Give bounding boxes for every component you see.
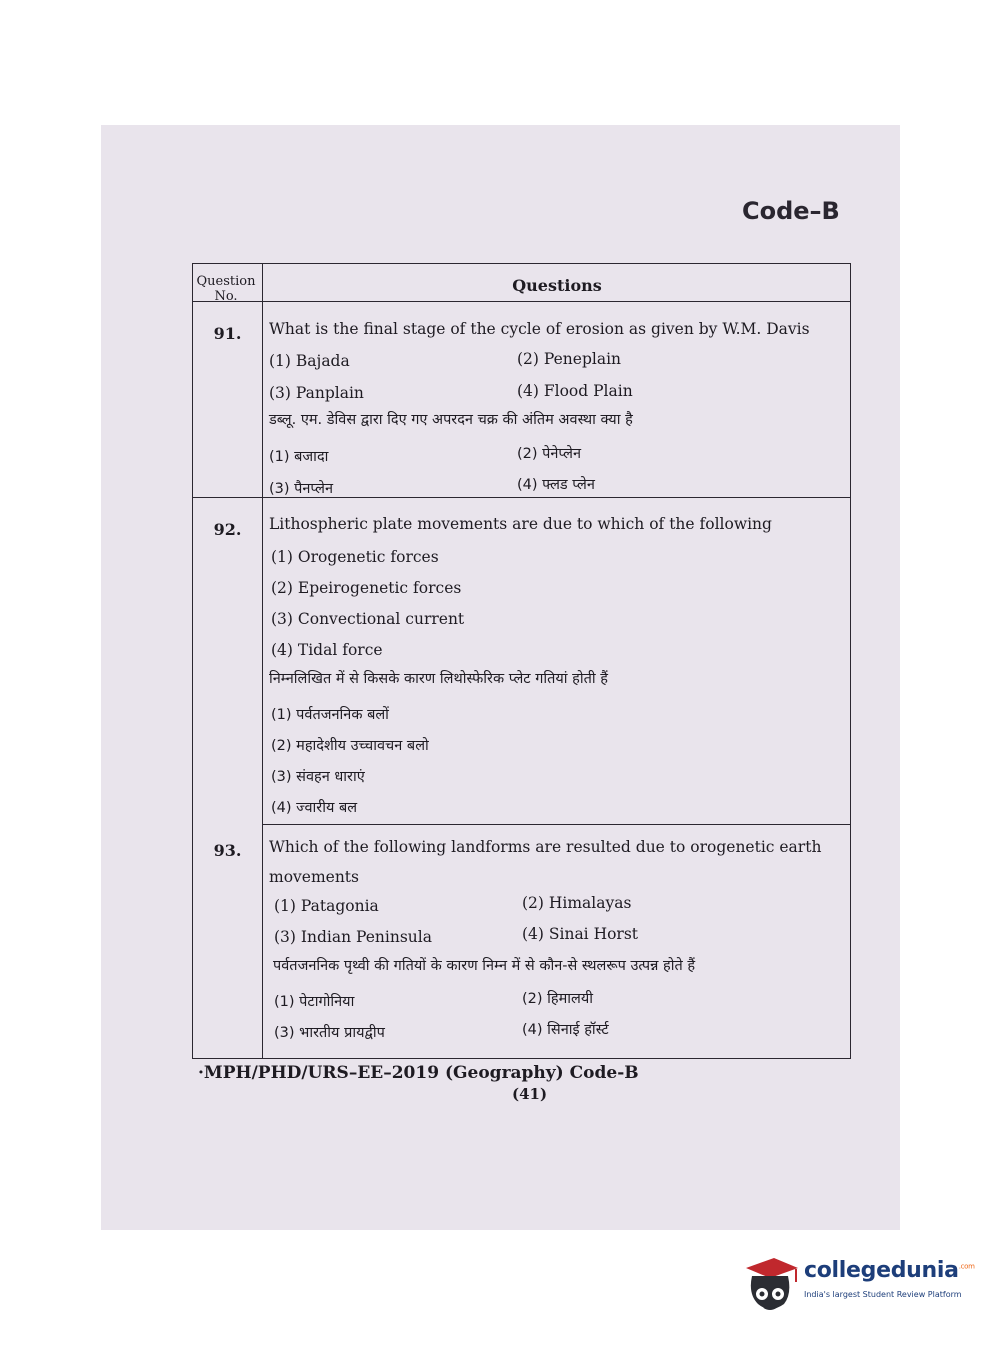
question-text-hi: निम्नलिखित में से किसके कारण लिथोस्फेरिक प्लेट गतियां होती हैं: [269, 671, 608, 687]
row-divider: [262, 824, 850, 825]
question-number: 93.: [213, 841, 242, 860]
option: (2) Himalayas: [522, 894, 632, 912]
column-header-question-no: Question No.: [196, 274, 256, 304]
option: (3) Convectional current: [271, 610, 465, 628]
option: (3) Indian Peninsula: [274, 928, 432, 946]
question-text-hi: डब्लू. एम. डेविस द्वारा दिए गए अपरदन चक्र की अंतिम अवस्था क्या है: [269, 412, 633, 428]
collegedunia-watermark: [740, 1254, 975, 1318]
option: (4) Tidal force: [271, 641, 383, 659]
option-hi: (3) भारतीय प्रायद्वीप: [274, 1025, 385, 1041]
option-hi: (2) पेनेप्लेन: [517, 446, 582, 462]
option-hi: (3) पैनप्लेन: [269, 481, 334, 497]
question-number: 91.: [213, 324, 242, 343]
option: (4) Sinai Horst: [522, 925, 639, 943]
option-hi: (3) संवहन धाराएं: [271, 769, 365, 785]
option: (1) Bajada: [269, 352, 350, 370]
student-cap-logo-icon: [740, 1254, 802, 1316]
option: (4) Flood Plain: [517, 382, 633, 400]
option-hi: (2) हिमालयी: [522, 991, 594, 1007]
header-divider: [193, 301, 850, 302]
question-number: 92.: [213, 520, 242, 539]
question-text-en: Which of the following landforms are resulted due to orogenetic earth movements: [269, 838, 822, 886]
option: (3) Panplain: [269, 384, 364, 402]
question-table: [192, 263, 851, 1059]
brand-name: collegedunia$^{.com}$: [804, 1258, 975, 1283]
question-text-hi: पर्वतजननिक पृथ्वी की गतियों के कारण निम्न में से कौन-से स्थलरूप उत्पन्न होते हैं: [273, 958, 696, 974]
option-hi: (1) पर्वतजननिक बलों: [271, 707, 389, 723]
column-header-questions: Questions: [512, 276, 602, 295]
brand-tagline: India's largest Student Review Platform: [804, 1290, 962, 1299]
option-hi: (1) पेटागोनिया: [274, 994, 355, 1010]
option: (1) Orogenetic forces: [271, 548, 439, 566]
paper-code: Code–B: [742, 197, 840, 225]
option: (1) Patagonia: [274, 897, 379, 915]
exam-footer: ·MPH/PHD/URS–EE–2019 (Geography) Code-B: [198, 1063, 639, 1083]
option-hi: (1) बजादा: [269, 449, 329, 465]
question-text-en: What is the final stage of the cycle of erosion as given by W.M. Davis: [269, 320, 810, 338]
page-number: (41): [512, 1085, 548, 1103]
option-hi: (4) फ्लड प्लेन: [517, 477, 595, 493]
option-hi: (4) ज्वारीय बल: [271, 800, 358, 816]
option-hi: (4) सिनाई हॉर्स्ट: [522, 1022, 609, 1038]
option: (2) Epeirogenetic forces: [271, 579, 462, 597]
column-divider: [262, 264, 263, 1058]
option-hi: (2) महादेशीय उच्चावचन बलो: [271, 738, 429, 754]
question-text-en: Lithospheric plate movements are due to which of the following: [269, 515, 772, 533]
option: (2) Peneplain: [517, 350, 622, 368]
